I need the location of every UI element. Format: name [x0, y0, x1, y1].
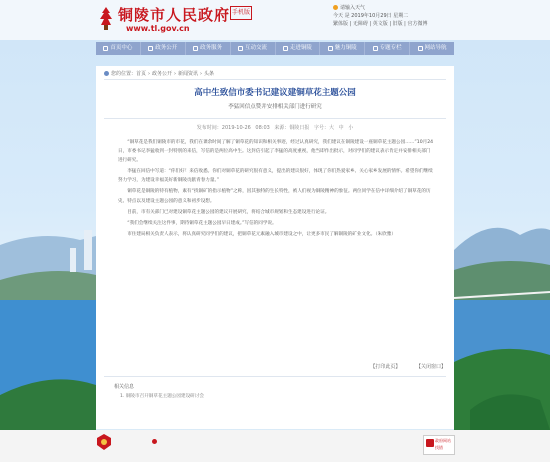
weather-row	[333, 4, 483, 12]
close-window-button[interactable]: 【关闭窗口】	[415, 364, 446, 370]
divider	[104, 376, 446, 377]
article-paragraph: 李猛在回信中写道：“你们好！来信收悉。你们对铜草花的研究很有意义，提出的建议很好，体现了你们热爱家乡、关心家乡发展的情怀。希望你们继续努力学习，为建设幸福美好新铜陵贡献青春力量。”	[118, 169, 433, 184]
left-building-small	[70, 248, 76, 272]
breadcrumb-news[interactable]: 新闻资讯	[178, 71, 199, 77]
report-error-badge[interactable]	[423, 435, 455, 455]
nav-item-charm[interactable]	[320, 42, 365, 55]
nav-item-services[interactable]	[186, 42, 231, 55]
sitemap-icon	[418, 46, 423, 51]
nav-label: 首页中心	[110, 45, 133, 51]
site-footer	[0, 430, 550, 462]
error-report-icon	[426, 439, 434, 447]
site-title[interactable]: 铜陵市人民政府	[118, 6, 231, 24]
related-title: 相关信息	[114, 384, 135, 390]
badge-line1: 政府网站	[435, 438, 451, 443]
mobile-version-badge[interactable]: 手机版	[230, 6, 252, 20]
nav-label: 走进铜陵	[289, 45, 312, 51]
divider	[104, 118, 446, 119]
breadcrumb-sep: ›	[148, 70, 151, 77]
utility-links[interactable]: 繁体版 | 无障碍 | 英文版 | 旧版 | 官方微博	[333, 21, 428, 27]
article-paragraph: “铜草花是我们铜陵市的市花，我们在课余时间了解了铜草花的知识和相关事迹，经过认真研究，我们建议在铜陵建设一座铜草花主题公园……”10月24日，市委书记李猛收到一封特别的来信，写信的是两位高中生。这封信引起了李猛的高度重视，他当即作出批示，对同学们的建议表示肯定并安排相关部门进行研究。	[118, 140, 434, 164]
breadcrumb-sep: ›	[200, 70, 203, 77]
police-badge-icon[interactable]	[152, 439, 157, 444]
location-icon	[104, 71, 109, 76]
article-actions	[96, 363, 446, 370]
document-icon	[148, 46, 153, 51]
chat-icon	[238, 46, 243, 51]
nav-label: 魅力铜陵	[334, 45, 357, 51]
breadcrumb-headline[interactable]: 头条	[204, 71, 215, 77]
badge-line2: 找错	[435, 445, 443, 450]
article-paragraph: 铜草花是铜陵的特有植物，素有“找铜矿的指示植物”之称，因其独特的生长特性，被人们视为铜陵精神的象征。两位同学在信中详细介绍了铜草花的历史、特点以及建设主题公园的意义和初步设想。	[118, 189, 431, 204]
related-link[interactable]: 1. 铜陵市召开铜草花主题公园建设研讨会	[120, 394, 204, 399]
nav-label: 互动交流	[245, 45, 268, 51]
weather-text: 请输入天气	[340, 5, 366, 11]
article-subtitle: 李猛回信点赞并安排相关部门进行研究	[228, 104, 322, 110]
date-line: 今天 是 2019年10月29日 星期二	[333, 13, 409, 19]
article-paragraph: “我们会继续关注这件事，期待铜草花主题公园早日建成。”写信的同学说。	[127, 220, 277, 226]
party-emblem-icon[interactable]	[96, 433, 112, 451]
article-body	[118, 138, 434, 241]
breadcrumb	[104, 70, 214, 77]
home-icon	[103, 46, 108, 51]
city-logo-icon[interactable]	[96, 5, 116, 31]
nav-item-sitemap[interactable]	[410, 42, 454, 55]
nav-item-home[interactable]	[96, 42, 141, 55]
divider	[104, 79, 446, 80]
site-url: www.tl.gov.cn	[126, 24, 190, 33]
top-links	[333, 4, 483, 28]
left-building	[84, 230, 92, 270]
nav-label: 政务公开	[155, 45, 178, 51]
article-paragraph: 市住建局相关负责人表示，将认真研究同学们的建议，把铜草花元素融入城市建设之中，让更多市民了解铜陵的矿业文化。（朱欣雅）	[127, 231, 396, 237]
print-button[interactable]: 【打印此页】	[370, 364, 401, 370]
nav-item-topics[interactable]	[365, 42, 410, 55]
article-title: 高中生致信市委书记建议建铜草花主题公园	[194, 88, 356, 98]
main-nav	[96, 42, 454, 55]
service-icon	[193, 46, 198, 51]
nav-item-about[interactable]	[276, 42, 321, 55]
camera-icon	[328, 46, 333, 51]
breadcrumb-home[interactable]: 您的位置：首页	[111, 71, 147, 77]
folder-icon	[373, 46, 378, 51]
nav-label: 政务服务	[200, 45, 223, 51]
site-header	[0, 0, 550, 40]
article-meta: 发布时间：2019-10-26 08:03 来源：铜陵日报 字号：大 中 小	[196, 125, 354, 131]
article-paragraph: 目前，市有关部门已对建设铜草花主题公园的建议开展研究，将结合城市规划和生态建设进行论证。	[127, 209, 330, 215]
nav-item-gov-affairs[interactable]	[141, 42, 186, 55]
breadcrumb-sep: ›	[174, 70, 177, 77]
nav-item-interaction[interactable]	[231, 42, 276, 55]
weather-icon	[333, 5, 338, 10]
article-card	[96, 66, 454, 429]
nav-label: 网站导航	[424, 45, 447, 51]
breadcrumb-gov[interactable]: 政务公开	[152, 71, 173, 77]
map-icon	[283, 46, 288, 51]
nav-label: 专题专栏	[379, 45, 402, 51]
